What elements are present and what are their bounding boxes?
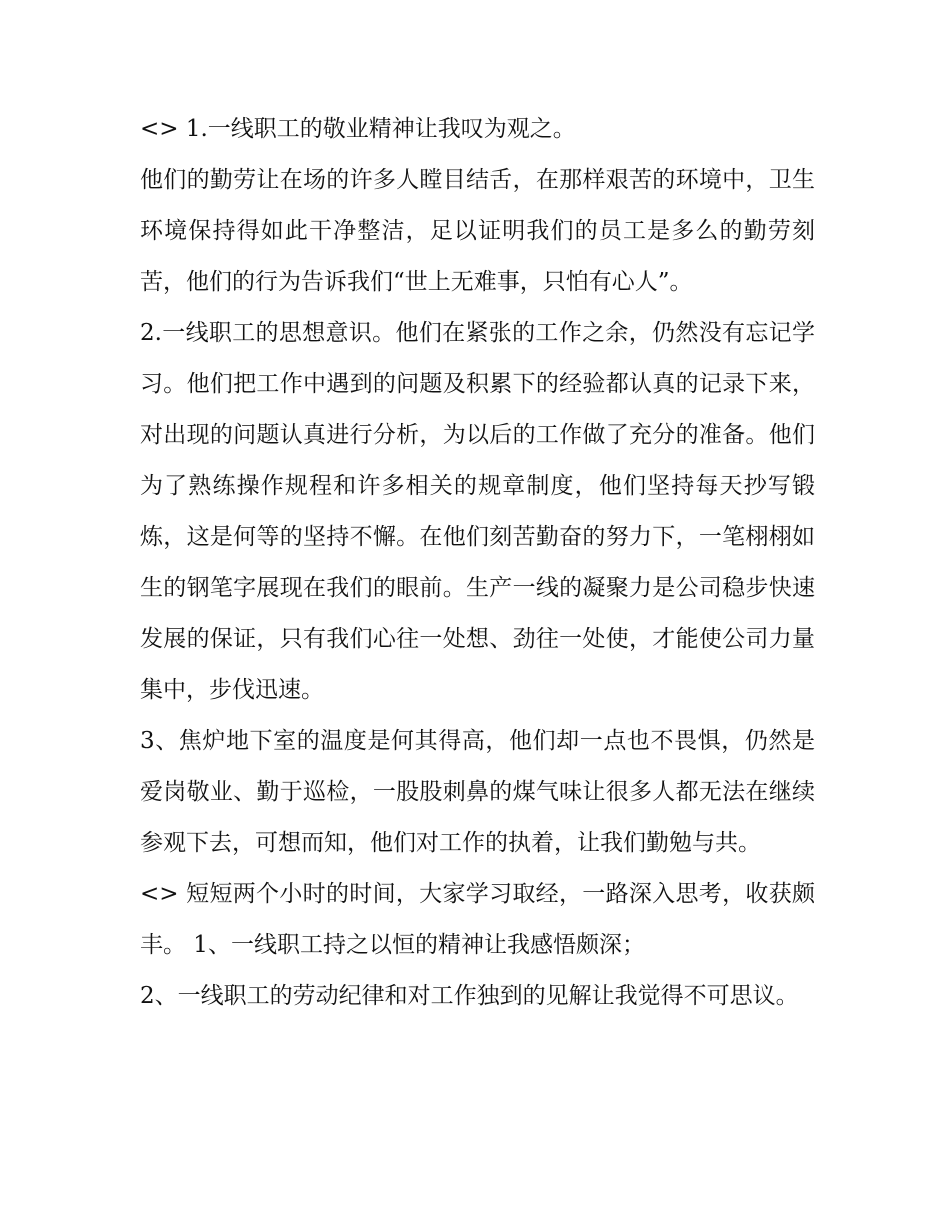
paragraph-5: <> 短短两个小时的时间，大家学习取经，一路深入思考，收获颇丰。 1、一线职工持之以恒的精神让我感悟颇深； xyxy=(140,881,815,958)
paragraph-6: 2、一线职工的劳动纪律和对工作独到的见解让我觉得不可思议。 xyxy=(140,983,799,1009)
paragraph-2: 他们的勤劳让在场的许多人瞠目结舌，在那样艰苦的环境中，卫生环境保持得如此干净整洁，足以证明我们的员工是多么的勤劳刻苦，他们的行为告诉我们“世上无难事，只怕有心人”。 xyxy=(140,167,815,295)
paragraph-3: 2.一线职工的思想意识。他们在紧张的工作之余，仍然没有忘记学习。他们把工作中遇到的问题及积累下的经验都认真的记录下来，对出现的问题认真进行分析，为以后的工作做了充分的准备。他们为了熟练操作规程和许多相关的规章制度，他们坚持每天抄写锻炼，这是何等的坚持不懈。在他们刻苦勤奋的努力下，一笔栩栩如生的钢笔字展现在我们的眼前。生产一线的凝聚力是公司稳步快速发展的保证，只有我们心往一处想、劲往一处使，才能使公司力量集中，步伐迅速。 xyxy=(140,320,815,703)
document-body xyxy=(140,104,815,1022)
paragraph-1: <> 1.一线职工的敬业精神让我叹为观之。 xyxy=(140,116,576,142)
paragraph-4: 3、焦炉地下室的温度是何其得高，他们却一点也不畏惧，仍然是爱岗敬业、勤于巡检，一股股刺鼻的煤气味让很多人都无法在继续参观下去，可想而知，他们对工作的执着，让我们勤勉与共。 xyxy=(140,728,815,856)
